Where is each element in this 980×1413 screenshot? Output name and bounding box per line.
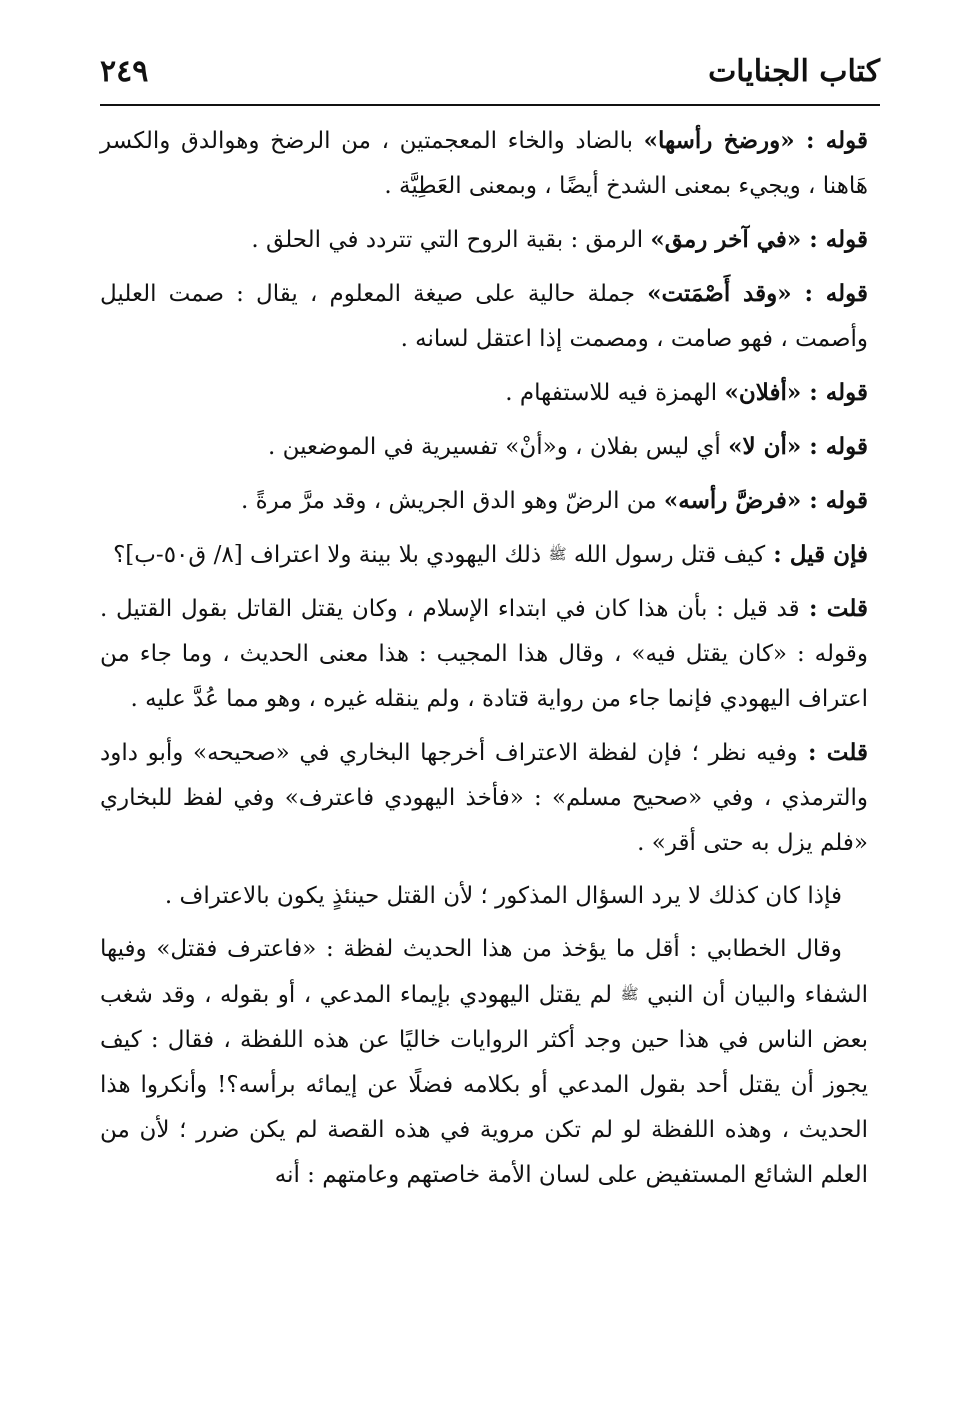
paragraph-lead: قلت : bbox=[799, 595, 869, 622]
quoted-phrase: «ورضخ رأسها» bbox=[643, 127, 795, 154]
paragraph-text: الرمق : بقية الروح التي تتردد في الحلق . bbox=[251, 227, 651, 253]
honorific-glyph: ﷺ bbox=[548, 545, 567, 563]
honorific-glyph: ﷺ bbox=[620, 985, 639, 1003]
paragraph-lead: قوله : bbox=[801, 487, 868, 514]
paragraph-lead: قوله : bbox=[801, 379, 868, 406]
paragraph bbox=[100, 586, 868, 722]
paragraph-lead: قوله : bbox=[801, 226, 868, 253]
page-body bbox=[100, 118, 868, 1206]
paragraph bbox=[100, 927, 868, 1198]
header-rule bbox=[100, 104, 880, 106]
paragraph-lead: فإن قيل : bbox=[765, 541, 868, 568]
paragraph bbox=[100, 271, 868, 362]
paragraph bbox=[100, 478, 868, 524]
paragraph bbox=[100, 532, 868, 578]
paragraph-text-continued: لم يقتل اليهودي بإيماء المدعي ، أو بقوله ، وقد شغب بعض الناس في هذا حين وجد أكثر الروايات خاليًا عن هذه اللفظة ، فقال : كيف يجوز أن يقتل أحد بقول المدعي أو بكلامه فضلًا عن إيمائه برأسه؟! وأنكروا هذا الحديث ، وهذه اللفظة لو لم تكن مروية في هذه القصة لم يكن ضرر ؛ لأن من العلم الشائع المستفيض على لسان الأمة خاصتهم وعامتهم : أنه bbox=[100, 982, 868, 1188]
paragraph-text-continued: ذلك اليهودي بلا بينة ولا اعتراف [٨/ ق٥٠-ب]؟ bbox=[113, 542, 549, 568]
paragraph-text: فإذا كان كذلك لا يرد السؤال المذكور ؛ لأن القتل حينئذٍ يكون بالاعتراف . bbox=[164, 883, 842, 909]
paragraph-text: أي ليس بفلان ، و«أنْ» تفسيرية في الموضعين . bbox=[267, 434, 729, 460]
quoted-phrase: «فرضَّ رأسه» bbox=[663, 487, 802, 514]
paragraph bbox=[100, 118, 868, 209]
paragraph bbox=[100, 874, 868, 919]
paragraph-text: بالضاد والخاء المعجمتين ، من الرضخ وهوالدق والكسر هَاهنا ، ويجيء بمعنى الشدخ أيضًا ، وبمعنى العَطِيَّة . bbox=[100, 128, 868, 199]
quoted-phrase: «أفلان» bbox=[724, 379, 802, 406]
paragraph-text: قد قيل : بأن هذا كان في ابتداء الإسلام ، وكان يقتل القاتل بقول القتيل . وقوله : «كان يقتل فيه» ، وقال هذا المجيب : هذا معنى الحديث ، وما جاء من اعتراف اليهودي فإنما جاء من رواية قتادة ، ولم ينقله غيره ، وهو مما عُدَّ عليه . bbox=[100, 596, 868, 712]
paragraph-lead: قلت : bbox=[797, 739, 869, 766]
paragraph bbox=[100, 730, 868, 866]
book-title: كتاب الجنايات bbox=[708, 54, 880, 89]
paragraph-lead: قوله : bbox=[801, 433, 868, 460]
paragraph-text: كيف قتل رسول الله bbox=[566, 542, 766, 568]
quoted-phrase: «في آخر رمق» bbox=[650, 226, 802, 253]
quoted-phrase: «أن لا» bbox=[728, 433, 802, 460]
running-header bbox=[100, 50, 880, 98]
paragraph-lead: قوله : bbox=[794, 127, 868, 154]
quoted-phrase: «وقد أَصْمَتت» bbox=[647, 280, 792, 307]
paragraph-text: وقال الخطابي : أقل ما يؤخذ من هذا الحديث لفظة : «فاعترف فقتل» وفيها الشفاء والبيان أن النبي bbox=[100, 936, 868, 1008]
paragraph-lead: قوله : bbox=[791, 280, 868, 307]
paragraph bbox=[100, 370, 868, 416]
paragraph bbox=[100, 217, 868, 263]
page-number: ٢٤٩ bbox=[100, 54, 149, 89]
paragraph bbox=[100, 424, 868, 470]
paragraph-text: من الرضّ وهو الدق الجريش ، وقد مرَّ مرةً . bbox=[241, 488, 664, 514]
paragraph-text: الهمزة فيه للاستفهام . bbox=[505, 380, 725, 406]
paragraph-text: جملة حالية على صيغة المعلوم ، يقال : صمت العليل وأصمت ، فهو صامت ، ومصمت إذا اعتقل لسانه . bbox=[100, 281, 868, 352]
paragraph-text: وفيه نظر ؛ فإن لفظة الاعتراف أخرجها البخاري في «صحيحه» وأبو داود والترمذي ، وفي «صحيح مسلم» : «فأخذ اليهودي فاعترف» وفي لفظ للبخاري «فلم يزل به حتى أقر» . bbox=[100, 740, 868, 856]
